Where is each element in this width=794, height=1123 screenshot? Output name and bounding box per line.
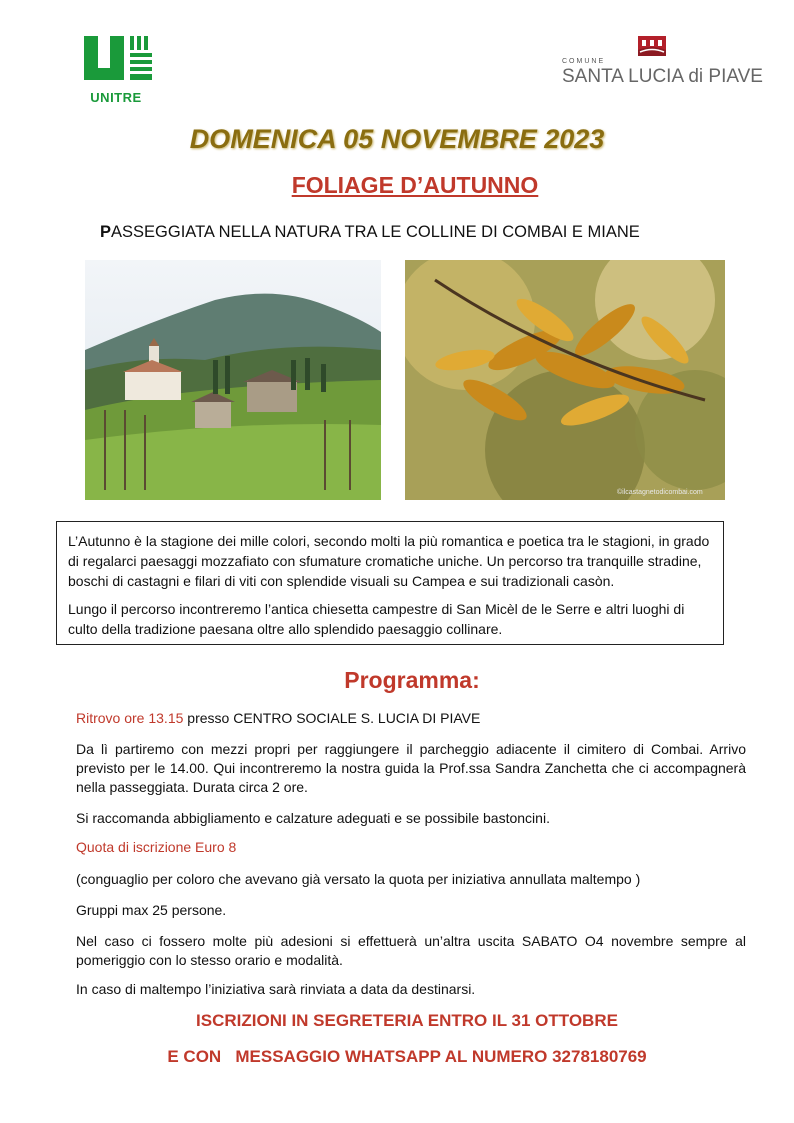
hills-landscape-photo xyxy=(85,260,381,500)
subtitle-text: ASSEGGIATA NELLA NATURA TRA LE COLLINE DI COMBAI E MIANE xyxy=(111,223,640,241)
ritrovo-time: Ritrovo ore 13.15 xyxy=(76,710,184,726)
abbigliamento-paragraph: Si raccomanda abbigliamento e calzature adeguati e se possibile bastoncini. xyxy=(76,810,550,826)
partenza-paragraph: Da lì partiremo con mezzi propri per raggiungere il parcheggio adiacente il cimitero di Combai. Arrivo previsto per le 14.00. Qui incontreremo la nostra guida la Prof.ssa Sandra Zanchetta che ci accompagnerà nella passeggiata. Durata circa 2 ore. xyxy=(76,741,746,795)
event-subtitle xyxy=(100,223,640,242)
event-date: DOMENICA 05 NOVEMBRE 2023 xyxy=(189,124,605,154)
unitre-label: UNITRE xyxy=(90,90,142,105)
ritrovo-place: presso CENTRO SOCIALE S. LUCIA DI PIAVE xyxy=(183,710,481,726)
programma-heading: Programma: xyxy=(344,667,480,693)
iscrizioni-line: ISCRIZIONI IN SEGRETERIA ENTRO IL 31 OTTOBRE xyxy=(196,1011,618,1030)
quota-line: Quota di iscrizione Euro 8 xyxy=(76,839,237,855)
comune-name: SANTA LUCIA di PIAVE xyxy=(562,66,763,87)
description-box xyxy=(56,521,724,645)
autumn-leaves-photo xyxy=(405,260,725,500)
event-title: FOLIAGE D’AUTUNNO xyxy=(291,172,539,198)
description-paragraph-1: L’Autunno è la stagione dei mille colori, secondo molti la più romantica e poetica tra le stagioni, in grado di regalarci paesaggi mozzafiato con sfumature cromatiche uniche. Un percorso tra tranquille stradine, boschi di castagni e filari di viti con splendide visuali su Campea e sui tradizionali casòn. xyxy=(68,533,710,589)
unitre-mark-icon xyxy=(80,34,156,92)
whatsapp-line: E CON MESSAGGIO WHATSAPP AL NUMERO 3278180769 xyxy=(167,1047,647,1066)
gruppi-line: Gruppi max 25 persone. xyxy=(76,902,227,918)
ritrovo-line xyxy=(76,709,746,728)
photo-caption: ©ilcastagnetodicombai.com xyxy=(617,489,703,496)
comune-small-label: COMUNE xyxy=(562,58,606,65)
description-paragraph-2: Lungo il percorso incontreremo l’antica chiesetta campestre di San Micèl de le Serre e altri luoghi di culto della tradizione paesana oltre allo splendido paesaggio collinare. xyxy=(68,601,685,637)
maltempo-line: In caso di maltempo l’iniziativa sarà rinviata a data da destinarsi. xyxy=(76,981,476,997)
adesioni-paragraph: Nel caso ci fossero molte più adesioni si effettuerà un’altra uscita SABATO O4 novembre sempre al pomeriggio con lo stesso orario e modalità. xyxy=(76,933,746,968)
conguaglio-line: (conguaglio per coloro che avevano già versato la quota per iniziativa annullata maltempo ) xyxy=(76,871,641,887)
subtitle-initial: P xyxy=(100,223,112,241)
